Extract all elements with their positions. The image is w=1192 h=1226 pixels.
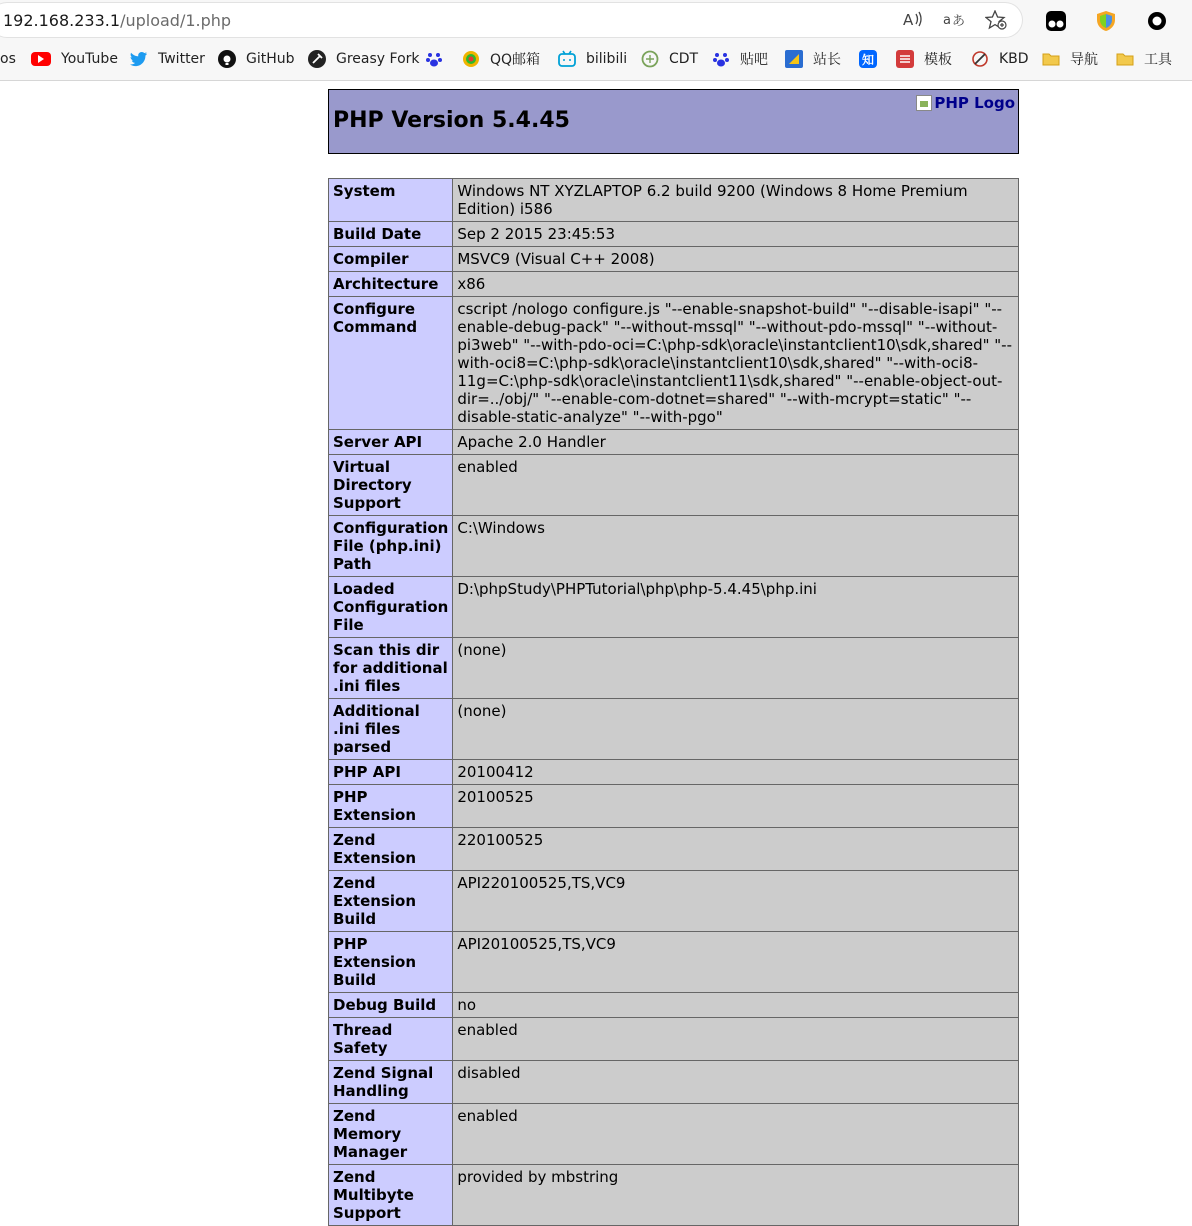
bookmark-youtube[interactable] xyxy=(31,48,118,70)
phpinfo-table xyxy=(328,178,1019,1226)
row-value: Windows NT XYZLAPTOP 6.2 build 9200 (Windows 8 Home Premium Edition) i586 xyxy=(453,179,1019,222)
add-favorite-icon[interactable] xyxy=(985,10,1007,30)
phpinfo-header xyxy=(328,89,1019,154)
bookmark-qq-mail[interactable] xyxy=(462,48,540,70)
row-key: Virtual Directory Support xyxy=(329,455,453,516)
row-key: Scan this dir for additional .ini files xyxy=(329,638,453,699)
table-row xyxy=(329,297,1019,430)
bookmark-kbd[interactable] xyxy=(971,48,1029,70)
bookmark-baidu[interactable] xyxy=(425,48,453,70)
table-row xyxy=(329,828,1019,871)
row-key: PHP Extension xyxy=(329,785,453,828)
row-value: provided by mbstring xyxy=(453,1165,1019,1226)
row-key: System xyxy=(329,179,453,222)
bookmark-label: CDT xyxy=(669,51,699,67)
url-host: 192.168.233.1 xyxy=(3,11,121,30)
row-key: Loaded Configuration File xyxy=(329,577,453,638)
folder-icon xyxy=(1116,50,1134,68)
row-key: Debug Build xyxy=(329,993,453,1018)
row-key: Architecture xyxy=(329,272,453,297)
row-key: Configure Command xyxy=(329,297,453,430)
php-logo-link[interactable] xyxy=(916,94,1015,112)
row-key: Zend Memory Manager xyxy=(329,1104,453,1165)
bookmark-label: YouTube xyxy=(61,51,118,67)
bookmark-os[interactable] xyxy=(0,48,16,70)
bookmark-folder-tools[interactable] xyxy=(1116,48,1172,70)
row-key: Build Date xyxy=(329,222,453,247)
twitter-icon xyxy=(130,50,148,68)
table-row xyxy=(329,430,1019,455)
row-value: D:\phpStudy\PHPTutorial\php\php-5.4.45\php.ini xyxy=(453,577,1019,638)
row-value: no xyxy=(453,993,1019,1018)
row-value: (none) xyxy=(453,699,1019,760)
bookmark-label: Greasy Fork xyxy=(336,51,420,67)
table-row xyxy=(329,785,1019,828)
github-icon xyxy=(218,50,236,68)
folder-icon xyxy=(1042,50,1060,68)
bookmark-folder-nav[interactable] xyxy=(1042,48,1098,70)
bookmark-label: bilibili xyxy=(586,51,628,67)
row-value: C:\Windows xyxy=(453,516,1019,577)
bookmark-label: 贴吧 xyxy=(740,52,768,68)
greasy-fork-icon xyxy=(308,50,326,68)
browser-toolbar xyxy=(0,0,1192,81)
row-value: MSVC9 (Visual C++ 2008) xyxy=(453,247,1019,272)
row-value: disabled xyxy=(453,1061,1019,1104)
bookmark-label: 模板 xyxy=(924,52,952,68)
row-value: API20100525,TS,VC9 xyxy=(453,932,1019,993)
bookmark-label: os xyxy=(0,51,16,67)
table-row xyxy=(329,247,1019,272)
row-key: Compiler xyxy=(329,247,453,272)
row-key: PHP Extension Build xyxy=(329,932,453,993)
qq-mail-icon xyxy=(462,50,480,68)
bookmark-cdt[interactable] xyxy=(641,48,698,70)
bookmark-label: KBD xyxy=(999,51,1029,67)
table-row xyxy=(329,1061,1019,1104)
read-aloud-icon[interactable] xyxy=(902,10,924,30)
table-row xyxy=(329,699,1019,760)
row-key: Zend Extension Build xyxy=(329,871,453,932)
table-row xyxy=(329,222,1019,247)
svg-text:あ: あ xyxy=(952,14,965,28)
row-key: Zend Multibyte Support xyxy=(329,1165,453,1226)
row-value: enabled xyxy=(453,1104,1019,1165)
broken-image-icon xyxy=(916,95,932,111)
bookmark-label: 工具 xyxy=(1144,52,1172,68)
row-value: 20100412 xyxy=(453,760,1019,785)
table-row xyxy=(329,1018,1019,1061)
address-bar-url[interactable] xyxy=(3,11,231,30)
cdt-icon xyxy=(641,50,659,68)
table-row xyxy=(329,272,1019,297)
bookmarks-bar xyxy=(0,44,1192,74)
table-row xyxy=(329,1104,1019,1165)
kbd-icon xyxy=(971,50,989,68)
row-value: enabled xyxy=(453,1018,1019,1061)
table-row xyxy=(329,638,1019,699)
template-icon xyxy=(896,50,914,68)
url-path: /upload/1.php xyxy=(120,11,232,30)
bookmark-greasy-fork[interactable] xyxy=(308,48,420,70)
row-key: Zend Extension xyxy=(329,828,453,871)
row-value: cscript /nologo configure.js "--enable-snapshot-build" "--disable-isapi" "--enable-debug-pack" "--without-mssql" "--without-pdo-mssql" "--without-pi3web" "--with-pdo-oci=C:\php-sdk\oracle\instantclient10\sdk,shared" "--with-oci8=C:\php-sdk\oracle\instantclient10\sdk,shared" "--with-oci8-11g=C:\php-sdk\oracle\instantclient11\sdk,shared" "--enable-object-out-dir=../obj/" "--enable-com-dotnet=shared" "--with-mcrypt=static" "--disable-static-analyze" "--with-pgo" xyxy=(453,297,1019,430)
extension-tampermonkey-icon[interactable] xyxy=(1044,9,1068,33)
table-row xyxy=(329,516,1019,577)
table-row xyxy=(329,932,1019,993)
bookmark-zhihu[interactable] xyxy=(859,48,887,70)
bookmark-tieba[interactable] xyxy=(712,48,768,70)
row-key: Zend Signal Handling xyxy=(329,1061,453,1104)
row-key: PHP API xyxy=(329,760,453,785)
row-value: 20100525 xyxy=(453,785,1019,828)
extension-record-icon[interactable] xyxy=(1145,9,1169,33)
bookmark-label: 导航 xyxy=(1070,52,1098,68)
page-title: PHP Version 5.4.45 xyxy=(333,108,570,133)
svg-text:A: A xyxy=(903,11,914,28)
bookmark-label: QQ邮箱 xyxy=(490,52,541,68)
row-value: Sep 2 2015 23:45:53 xyxy=(453,222,1019,247)
table-row xyxy=(329,179,1019,222)
row-key: Configuration File (php.ini) Path xyxy=(329,516,453,577)
table-row xyxy=(329,760,1019,785)
bookmark-github[interactable] xyxy=(218,48,295,70)
table-row xyxy=(329,455,1019,516)
row-key: Thread Safety xyxy=(329,1018,453,1061)
tieba-icon xyxy=(712,50,730,68)
row-key: Server API xyxy=(329,430,453,455)
svg-text:a: a xyxy=(943,13,951,28)
table-row xyxy=(329,993,1019,1018)
bookmark-twitter[interactable] xyxy=(130,48,205,70)
baidu-paw-icon xyxy=(425,50,443,68)
row-value: (none) xyxy=(453,638,1019,699)
row-value: enabled xyxy=(453,455,1019,516)
zhihu-icon: 知 xyxy=(859,50,877,68)
bilibili-icon xyxy=(558,50,576,68)
extension-shield-icon[interactable] xyxy=(1094,9,1118,33)
table-row xyxy=(329,871,1019,932)
bookmark-bilibili[interactable] xyxy=(558,48,627,70)
row-value: x86 xyxy=(453,272,1019,297)
bookmark-template[interactable] xyxy=(896,48,952,70)
bookmark-label: GitHub xyxy=(246,51,295,67)
bookmark-label: 站长 xyxy=(813,52,841,68)
row-value: Apache 2.0 Handler xyxy=(453,430,1019,455)
table-row xyxy=(329,577,1019,638)
youtube-icon xyxy=(31,52,51,66)
translate-icon[interactable] xyxy=(943,10,965,30)
zhanzhang-icon xyxy=(785,50,803,68)
bookmark-zhanzhang[interactable] xyxy=(785,48,841,70)
bookmark-label: Twitter xyxy=(158,51,205,67)
table-row xyxy=(329,1165,1019,1226)
row-key: Additional .ini files parsed xyxy=(329,699,453,760)
php-logo-alt-text: PHP Logo xyxy=(934,94,1015,112)
row-value: API220100525,TS,VC9 xyxy=(453,871,1019,932)
address-bar[interactable] xyxy=(0,3,1022,37)
row-value: 220100525 xyxy=(453,828,1019,871)
